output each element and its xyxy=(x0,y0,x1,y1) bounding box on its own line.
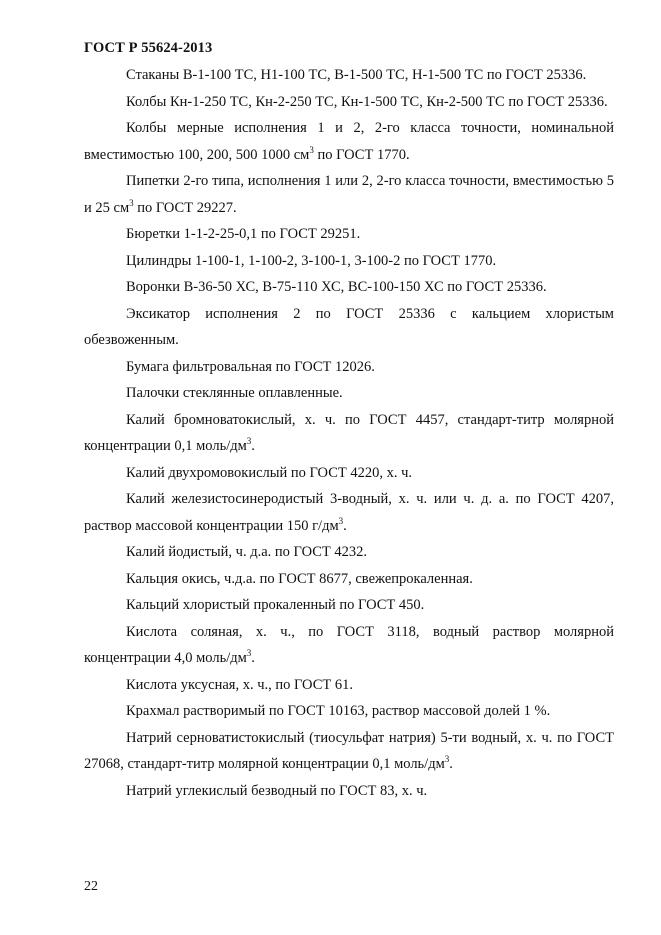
page-number: 22 xyxy=(84,879,98,894)
superscript: 3 xyxy=(444,754,450,764)
superscript: 3 xyxy=(338,515,344,526)
document-header: ГОСТ Р 55624-2013 xyxy=(84,40,213,56)
paragraph: Пипетки 2-го типа, исполнения 1 или 2, 2-го класса точности, вместимостью 5 и 25 $см^3$ по ГОСТ 29227. xyxy=(84,173,614,216)
paragraph: Кислота соляная, х. ч., по ГОСТ 3118, водный раствор молярной концентрации 4,0 моль/$дм^3$. xyxy=(84,623,614,666)
paragraph: Воронки В-36-50 ХС, В-75-110 ХС, ВС-100-150 ХС по ГОСТ 25336. xyxy=(126,279,547,295)
paragraph: Кислота уксусная, х. ч., по ГОСТ 61. xyxy=(126,676,353,693)
paragraph: Кальция окись, ч.д.а. по ГОСТ 8677, свежепрокаленная. xyxy=(126,570,473,587)
paragraph: Палочки стеклянные оплавленные. xyxy=(126,385,343,401)
superscript: 3 xyxy=(309,144,314,155)
superscript: 3 xyxy=(246,436,252,446)
paragraph: Калий железистосинеродистый 3-водный, х. ч. или ч. д. а. по ГОСТ 4207, раствор массовой концентрации 150 $г/дм^3$. xyxy=(84,491,614,534)
superscript: 3 xyxy=(129,197,134,208)
paragraph: Бюретки 1-1-2-25-0,1 по ГОСТ 29251. xyxy=(126,226,361,242)
document-body xyxy=(84,62,614,804)
paragraph: Колбы мерные исполнения 1 и 2, 2-го класса точности, номинальной вместимостью 100, 200, 500 1000 $см^3$ по ГОСТ 1770. xyxy=(84,120,614,163)
paragraph: Эксикатор исполнения 2 по ГОСТ 25336 с кальцием хлористым обезвоженным. xyxy=(84,305,614,348)
paragraph: Кальций хлористый прокаленный по ГОСТ 450. xyxy=(126,597,425,613)
paragraph: Бумага фильтровальная по ГОСТ 12026. xyxy=(126,358,375,375)
paragraph: Стаканы В-1-100 ТС, Н1-100 ТС, В-1-500 ТС, Н-1-500 ТС по ГОСТ 25336. xyxy=(126,67,587,83)
paragraph: Цилиндры 1-100-1, 1-100-2, 3-100-1, 3-100-2 по ГОСТ 1770. xyxy=(126,252,497,269)
paragraph: Натрий серноватистокислый (тиосульфат натрия) 5-ти водный, х. ч. по ГОСТ 27068, стандарт-титр молярной концентрации 0,1 моль/$дм^3$. xyxy=(84,729,614,772)
paragraph: Калий йодистый, ч. д.а. по ГОСТ 4232. xyxy=(126,544,367,560)
paragraph: Калий двухромовокислый по ГОСТ 4220, х. ч. xyxy=(126,464,413,481)
paragraph: Крахмал растворимый по ГОСТ 10163, раствор массовой долей 1 %. xyxy=(126,703,551,719)
paragraph: Калий бромноватокислый, х. ч. по ГОСТ 4457, стандарт-титр молярной концентрации 0,1 моль/$дм^3$. xyxy=(84,411,614,454)
paragraph: Натрий углекислый безводный по ГОСТ 83, х. ч. xyxy=(126,782,428,799)
superscript: 3 xyxy=(246,648,252,658)
paragraph: Колбы Кн-1-250 ТС, Кн-2-250 ТС, Кн-1-500 ТС, Кн-2-500 ТС по ГОСТ 25336. xyxy=(126,93,608,110)
